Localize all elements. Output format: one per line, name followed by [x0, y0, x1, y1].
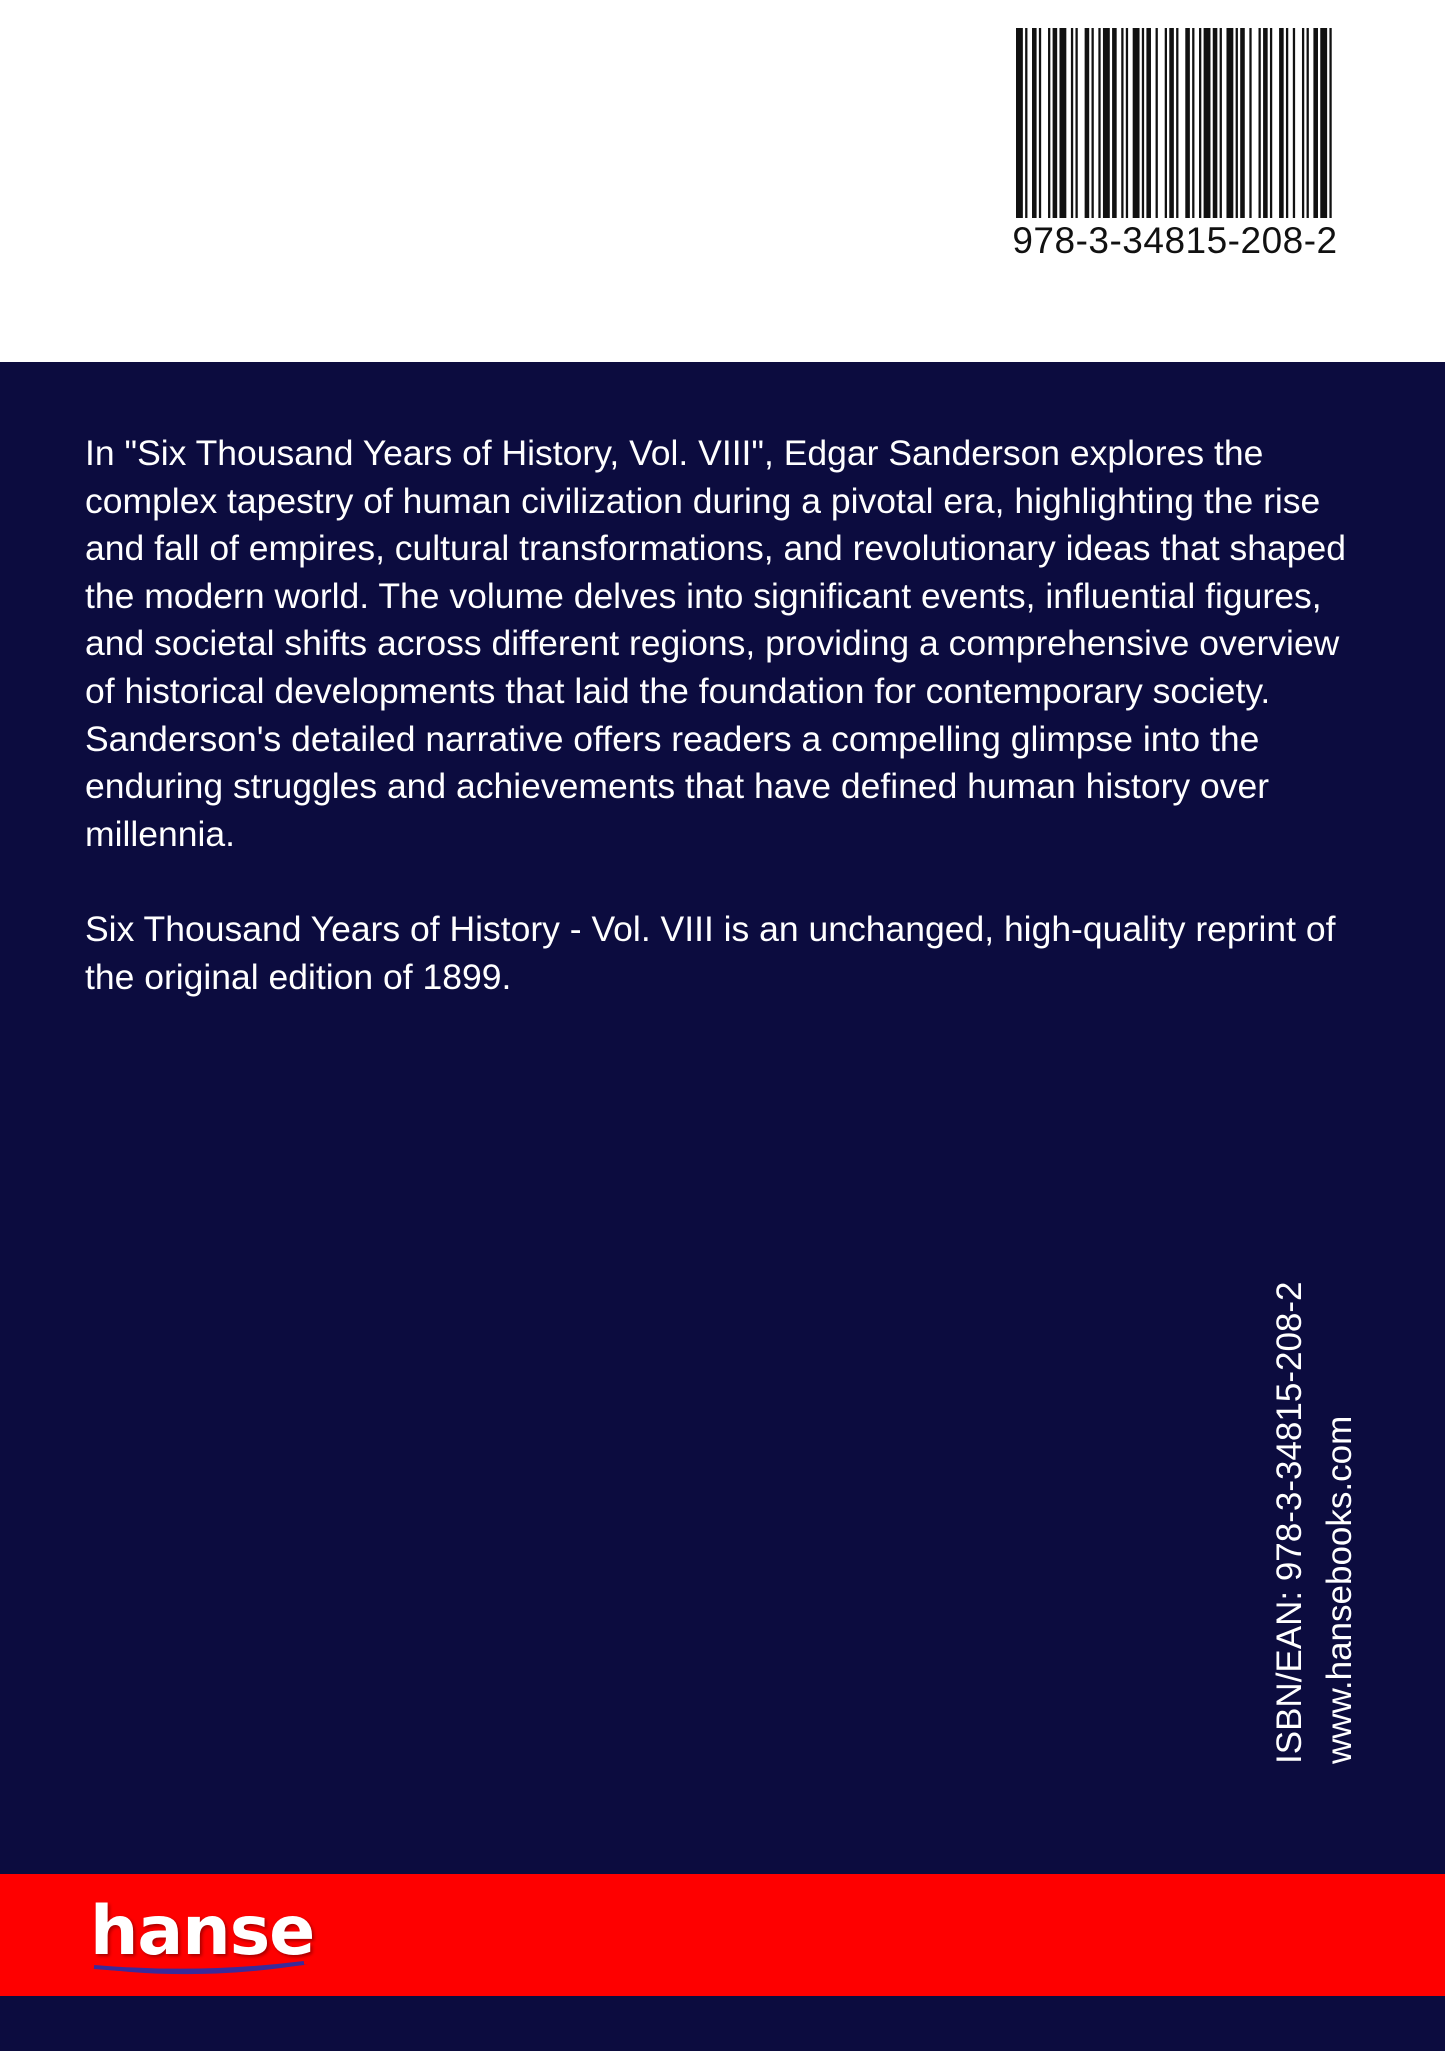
barcode-bar — [1286, 28, 1288, 218]
barcode-bar — [1213, 28, 1218, 218]
barcode-bar — [1259, 28, 1261, 218]
barcode-bar — [1176, 28, 1178, 218]
barcode-bar — [1075, 28, 1077, 218]
barcode-bar — [1032, 28, 1037, 218]
barcode-image — [1016, 28, 1334, 218]
barcode-bar — [1249, 28, 1251, 218]
back-cover — [0, 362, 1445, 1874]
barcode-bar — [1053, 28, 1058, 218]
barcode-bar — [1263, 28, 1268, 218]
logo-text: hanse — [90, 1892, 315, 1971]
barcode-bar — [1059, 28, 1066, 218]
barcode-bar — [1133, 28, 1140, 218]
barcode-bar — [1270, 28, 1272, 218]
barcode-bar — [1169, 28, 1174, 218]
publisher-band — [0, 1874, 1445, 1996]
barcode-bar — [1279, 28, 1284, 218]
barcode-bar — [1199, 28, 1201, 218]
barcode-bar — [1126, 28, 1128, 218]
barcode-bar — [1112, 28, 1117, 218]
barcode-bar — [1329, 28, 1331, 218]
description-paragraph: In "Six Thousand Years of History, Vol. VIII", Edgar Sanderson explores the complex tapestry of human civilization during a pivotal era, highlighting the rise and fall of empires, cultural transformations, and revolutionary ideas that shaped the modern world. The volume delves into significant events, influential figures, and societal shifts across different regions, providing a comprehensive overview of historical developments that laid the foundation for contemporary society. Sanderson's detailed narrative offers readers a compelling glimpse into the enduring struggles and achievements that have defined human history over millennia. — [85, 433, 1346, 854]
barcode-bar — [1142, 28, 1144, 218]
barcode-bar — [1165, 28, 1167, 218]
barcode-bar — [1313, 28, 1318, 218]
barcode-bar — [1226, 28, 1233, 218]
barcode-bar — [1293, 28, 1295, 218]
barcode-bar — [1146, 28, 1151, 218]
barcode-bar — [1039, 28, 1041, 218]
barcode-bar — [1320, 28, 1327, 218]
barcode-bar — [1025, 28, 1027, 218]
reprint-note: Six Thousand Years of History - Vol. VIII is an unchanged, high-quality reprint of the original edition of 1899. — [85, 908, 1336, 997]
barcode-bar — [1121, 28, 1123, 218]
barcode-bar — [1236, 28, 1238, 218]
barcode-bar — [1098, 28, 1100, 218]
barcode-bar — [1307, 28, 1309, 218]
logo-swoosh-icon — [90, 1958, 310, 1980]
book-description — [85, 430, 1375, 1049]
barcode-bar — [1156, 28, 1158, 218]
barcode-number: 978-3-34815-208-2 — [1012, 220, 1338, 261]
barcode-bar — [1016, 28, 1023, 218]
barcode-bar — [1185, 28, 1190, 218]
barcode-area — [0, 0, 1445, 362]
barcode-bar — [1204, 28, 1211, 218]
barcode-bar — [1071, 28, 1073, 218]
barcode-bar — [1085, 28, 1090, 218]
hanse-logo — [90, 1892, 320, 1982]
bottom-strip — [0, 1996, 1445, 2051]
barcode-bar — [1048, 28, 1050, 218]
barcode-bar — [1092, 28, 1094, 218]
barcode-bars — [1016, 28, 1334, 218]
barcode-bar — [1192, 28, 1194, 218]
spine-info — [1265, 1282, 1365, 1765]
barcode-bar — [1240, 28, 1245, 218]
website-text: www.hansebooks.com — [1320, 1415, 1359, 1764]
isbn-text: ISBN/EAN: 978-3-34815-208-2 — [1270, 1281, 1309, 1764]
barcode-bar — [1302, 28, 1304, 218]
barcode-bar — [1220, 28, 1222, 218]
barcode-bar — [1103, 28, 1110, 218]
